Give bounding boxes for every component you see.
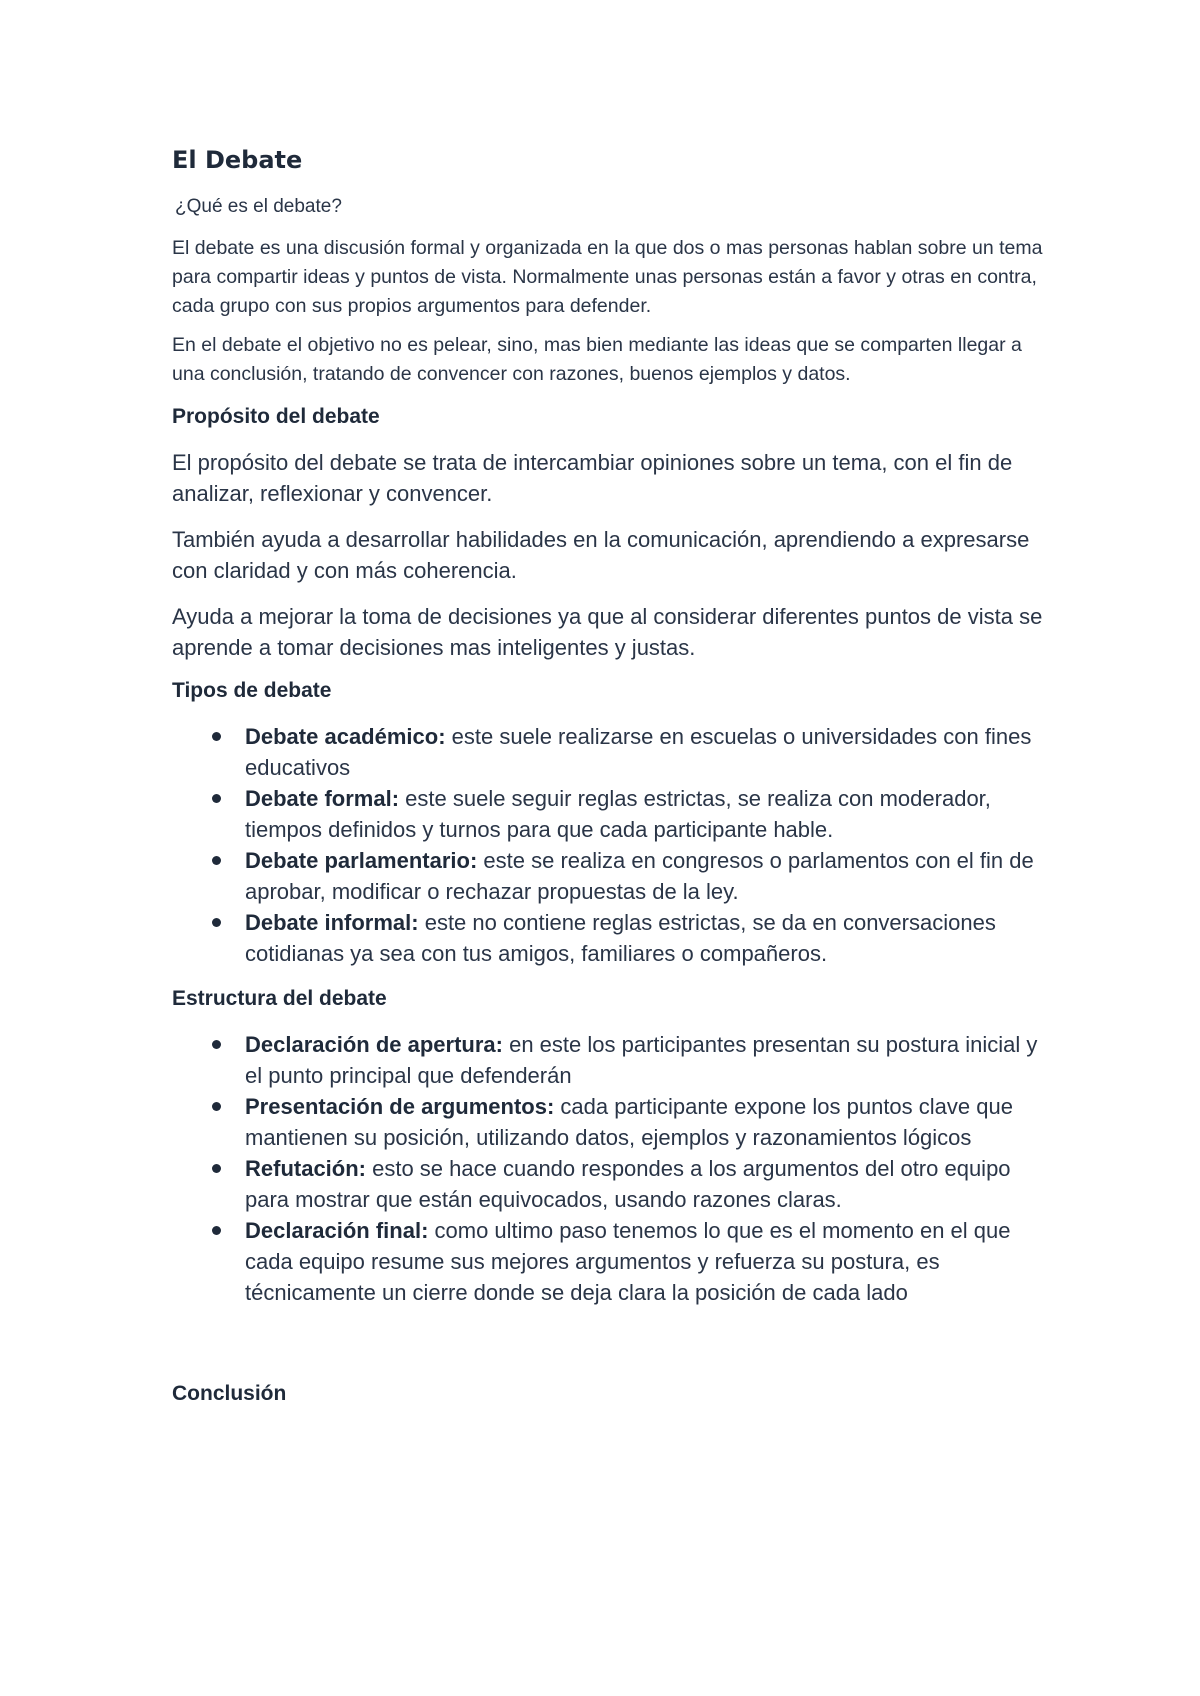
list-item-term: Refutación: [245, 1156, 366, 1181]
conclusion-heading: Conclusión [172, 1382, 287, 1405]
purpose-paragraph: El propósito del debate se trata de intercambiar opiniones sobre un tema, con el fin de analizar, reflexionar y convencer. [172, 450, 1013, 506]
list-item-text: este se realiza en congresos o parlamentos con el fin de aprobar, modificar o rechazar propuestas de la ley. [245, 848, 1034, 904]
list-item-term: Declaración de apertura: [245, 1032, 503, 1057]
types-list [172, 721, 1052, 969]
list-item-term: Debate formal: [245, 786, 400, 811]
list-item-term: Debate académico: [245, 724, 446, 749]
intro-paragraph: El debate es una discusión formal y organizada en la que dos o mas personas hablan sobre un tema para compartir ideas y puntos de vista. Normalmente unas personas están a favor y otras en contra, cada grupo con sus propios argumentos para defender. [172, 237, 1043, 317]
list-item-text: en este los participantes presentan su postura inicial y el punto principal que defenderán [245, 1032, 1038, 1088]
list-item [172, 721, 1052, 783]
list-item [172, 783, 1052, 845]
list-item-term: Debate informal: [245, 910, 419, 935]
bullet-icon [212, 918, 221, 927]
document-title: El Debate [172, 146, 303, 174]
intro-paragraph: En el debate el objetivo no es pelear, sino, mas bien mediante las ideas que se comparten llegar a una conclusión, tratando de convencer con razones, buenos ejemplos y datos. [172, 334, 1022, 385]
list-item-term: Presentación de argumentos: [245, 1094, 555, 1119]
document-page [172, 146, 1052, 1424]
bullet-icon [212, 1226, 221, 1235]
bullet-icon [212, 856, 221, 865]
list-item-text: este suele seguir reglas estrictas, se realiza con moderador, tiempos definidos y turnos para que cada participante hable. [245, 786, 991, 842]
bullet-icon [212, 794, 221, 803]
purpose-paragraph: También ayuda a desarrollar habilidades en la comunicación, aprendiendo a expresarse con claridad y con más coherencia. [172, 527, 1030, 583]
list-item [172, 907, 1052, 969]
list-item-text: como ultimo paso tenemos lo que es el momento en el que cada equipo resume sus mejores argumentos y refuerza su postura, es técnicamente un cierre donde se deja clara la posición de cada lado [245, 1218, 1011, 1305]
bullet-icon [212, 1102, 221, 1111]
list-item-term: Debate parlamentario: [245, 848, 478, 873]
bullet-icon [212, 732, 221, 741]
list-item [172, 1215, 1052, 1308]
bullet-icon [212, 1040, 221, 1049]
list-item-text: este suele realizarse en escuelas o universidades con fines educativos [245, 724, 1032, 780]
list-item [172, 1153, 1052, 1215]
purpose-heading: Propósito del debate [172, 405, 380, 428]
list-item [172, 845, 1052, 907]
list-item [172, 1091, 1052, 1153]
list-item-text: cada participante expone los puntos clave que mantienen su posición, utilizando datos, ejemplos y razonamientos lógicos [245, 1094, 1013, 1150]
subtitle: ¿Qué es el debate? [175, 196, 342, 217]
list-item-text: esto se hace cuando respondes a los argumentos del otro equipo para mostrar que están equivocados, usando razones claras. [245, 1156, 1011, 1212]
purpose-paragraph: Ayuda a mejorar la toma de decisiones ya que al considerar diferentes puntos de vista se aprende a tomar decisiones mas inteligentes y justas. [172, 604, 1043, 660]
structure-heading: Estructura del debate [172, 987, 387, 1010]
structure-list [172, 1029, 1052, 1308]
types-heading: Tipos de debate [172, 679, 332, 702]
list-item-text: este no contiene reglas estrictas, se da en conversaciones cotidianas ya sea con tus amigos, familiares o compañeros. [245, 910, 996, 966]
list-item-term: Declaración final: [245, 1218, 429, 1243]
list-item [172, 1029, 1052, 1091]
bullet-icon [212, 1164, 221, 1173]
